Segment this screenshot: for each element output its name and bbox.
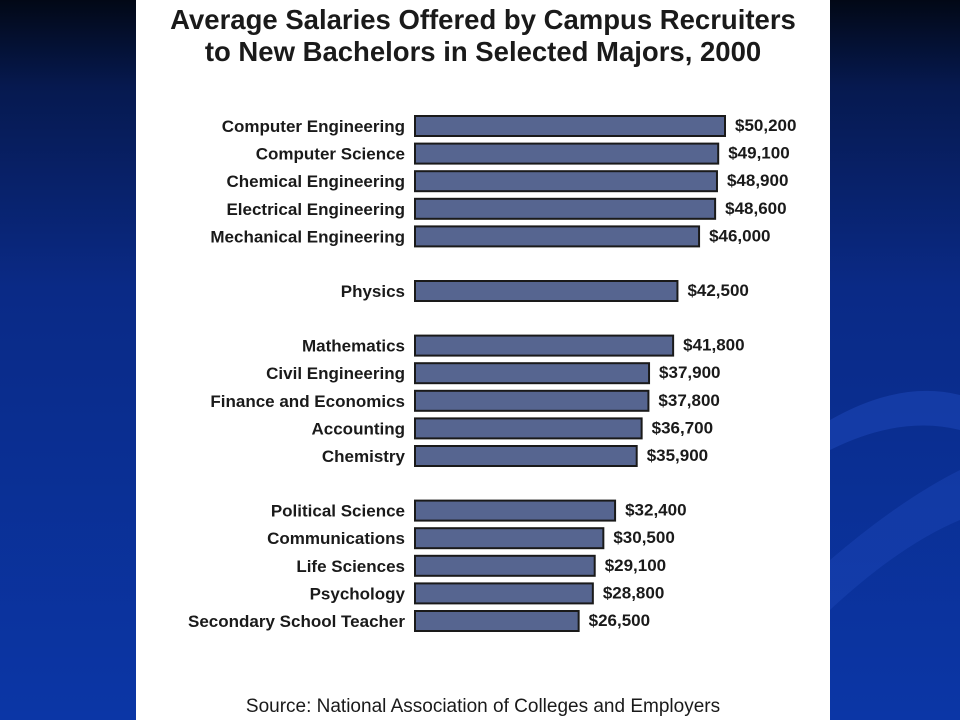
bar [415, 556, 595, 576]
category-label: Chemistry [321, 447, 405, 466]
bar [415, 418, 642, 438]
category-label: Chemical Engineering [226, 172, 405, 192]
value-label: $49,100 [728, 143, 790, 163]
value-label: $29,100 [604, 555, 667, 575]
value-label: $37,800 [658, 390, 720, 410]
value-label: $50,200 [735, 116, 797, 135]
value-label: $35,900 [646, 446, 709, 465]
bar [415, 116, 725, 136]
category-label: Mathematics [302, 336, 405, 356]
value-label: $42,500 [687, 281, 749, 300]
bar [415, 226, 699, 246]
value-label: $30,500 [613, 528, 675, 548]
category-label: Physics [340, 282, 405, 301]
category-label: Computer Engineering [221, 117, 405, 136]
category-label: Political Science [270, 501, 405, 521]
category-label: Life Sciences [296, 556, 405, 576]
category-label: Finance and Economics [210, 391, 405, 411]
category-label: Civil Engineering [266, 364, 405, 384]
category-label: Secondary School Teacher [188, 612, 405, 631]
bar [415, 611, 579, 631]
value-label: $26,500 [588, 611, 651, 630]
category-label: Psychology [309, 584, 405, 604]
category-label: Mechanical Engineering [210, 227, 405, 247]
bar [415, 528, 603, 548]
value-label: $28,800 [602, 583, 665, 603]
bar [415, 391, 648, 411]
value-label: $37,900 [659, 363, 721, 383]
category-label: Accounting [311, 419, 405, 439]
value-label: $32,400 [625, 500, 687, 520]
bar [415, 363, 649, 383]
value-label: $48,900 [726, 171, 789, 191]
value-label: $41,800 [683, 335, 745, 355]
value-label: $48,600 [725, 198, 787, 218]
title-line-2: to New Bachelors in Selected Majors, 2000 [204, 36, 762, 67]
bar [415, 144, 718, 164]
bar [415, 501, 615, 521]
bar [415, 336, 673, 356]
value-label: $36,700 [651, 418, 714, 438]
title-line-1: Average Salaries Offered by Campus Recruiters [170, 4, 796, 35]
source-note: Source: National Association of Colleges and Employers [245, 696, 721, 717]
category-label: Communications [267, 529, 405, 549]
bar [415, 446, 637, 466]
bar [415, 171, 717, 191]
value-label: $46,000 [709, 226, 771, 246]
bar [415, 583, 593, 603]
bar [415, 199, 715, 219]
bar [415, 281, 677, 301]
category-label: Computer Science [255, 144, 405, 164]
category-label: Electrical Engineering [226, 199, 405, 219]
